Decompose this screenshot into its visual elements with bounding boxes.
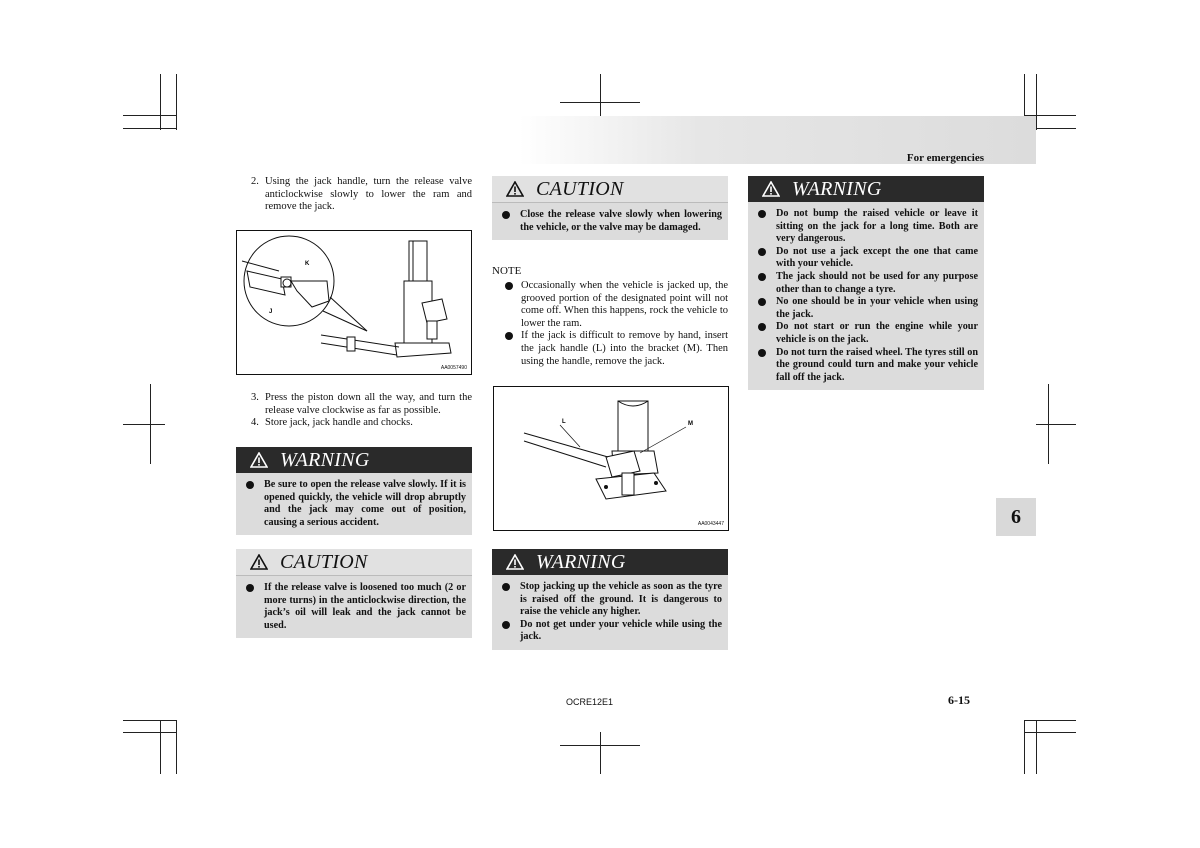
step-number: 4. — [251, 417, 259, 429]
jack-release-valve-illustration — [237, 231, 471, 374]
page-number: 6-15 — [948, 693, 970, 707]
label-l: L — [562, 419, 566, 425]
caution-box-oil — [236, 549, 472, 638]
section-title: For emergencies — [906, 152, 984, 164]
warning-item: The jack should not be used for any purpose other than to change a tyre. — [758, 271, 978, 296]
step-2 — [251, 176, 472, 214]
step-text: Using the jack handle, turn the release valve anticlockwise slowly to lower the ram and remove the jack. — [265, 176, 472, 213]
figure-code: AA0043447 — [697, 521, 724, 527]
warning-item: Do not turn the raised wheel. The tyres still on the ground could turn and make your vehicle fall off the jack. — [758, 347, 978, 385]
label-k: K — [305, 261, 310, 267]
footer-code: OCRE12E1 — [566, 697, 614, 707]
caution-box-close-valve — [492, 176, 728, 240]
note-list — [505, 280, 728, 368]
note-item: If the jack is difficult to remove by hand, insert the jack handle (L) into the bracket (M). Then using the handle, remove the jack. — [505, 330, 728, 368]
label-j: J — [269, 309, 273, 315]
warning-triangle-icon — [506, 181, 524, 197]
warning-item: Do not get under your vehicle while using the jack. — [502, 619, 722, 644]
warning-title: WARNING — [280, 448, 370, 471]
note-label: NOTE — [492, 265, 522, 277]
figure-code: AA0057490 — [440, 365, 467, 371]
warning-box-valve — [236, 447, 472, 535]
caution-item: Close the release valve slowly when lowering the vehicle, or the valve may be damaged. — [502, 209, 722, 234]
note-item: Occasionally when the vehicle is jacked up, the grooved portion of the designated point will not come off. When this happens, rock the vehicle to lower the ram. — [505, 280, 728, 330]
label-m: M — [688, 421, 693, 427]
steps-3-4 — [251, 392, 472, 430]
step-number: 2. — [251, 176, 259, 187]
warning-title: WARNING — [536, 550, 626, 573]
warning-triangle-icon — [762, 181, 780, 197]
warning-box-stop-jacking — [492, 549, 728, 650]
step-text: Press the piston down all the way, and turn the release valve clockwise as far as possible. — [265, 392, 472, 416]
warning-title: WARNING — [792, 177, 882, 200]
step-number: 3. — [251, 392, 259, 403]
chapter-tab[interactable]: 6 — [996, 498, 1036, 536]
warning-triangle-icon — [250, 554, 268, 570]
caution-title: CAUTION — [536, 177, 624, 200]
caution-item: If the release valve is loosened too much (2 or more turns) in the anticlockwise direction, the jack’s oil will leak and the jack cannot be used. — [246, 582, 466, 632]
figure-release-valve — [236, 230, 472, 375]
warning-item: No one should be in your vehicle when using the jack. — [758, 296, 978, 321]
warning-box-jack-safety — [748, 176, 984, 390]
warning-item: Be sure to open the release valve slowly. If it is opened quickly, the vehicle will drop abruptly and the jack may come out of position, causing a serious accident. — [246, 479, 466, 529]
warning-item: Do not use a jack except the one that came with your vehicle. — [758, 246, 978, 271]
warning-item: Do not bump the raised vehicle or leave it sitting on the jack for a long time. Both are very dangerous. — [758, 208, 978, 246]
caution-title: CAUTION — [280, 550, 368, 573]
warning-item: Stop jacking up the vehicle as soon as the tyre is raised off the ground. It is dangerous to raise the vehicle any higher. — [502, 581, 722, 619]
figure-handle-bracket — [493, 386, 729, 531]
jack-handle-bracket-illustration — [494, 387, 728, 530]
warning-triangle-icon — [250, 452, 268, 468]
warning-item: Do not start or run the engine while your vehicle is on the jack. — [758, 321, 978, 346]
step-text: Store jack, jack handle and chocks. — [265, 417, 413, 429]
warning-triangle-icon — [506, 554, 524, 570]
